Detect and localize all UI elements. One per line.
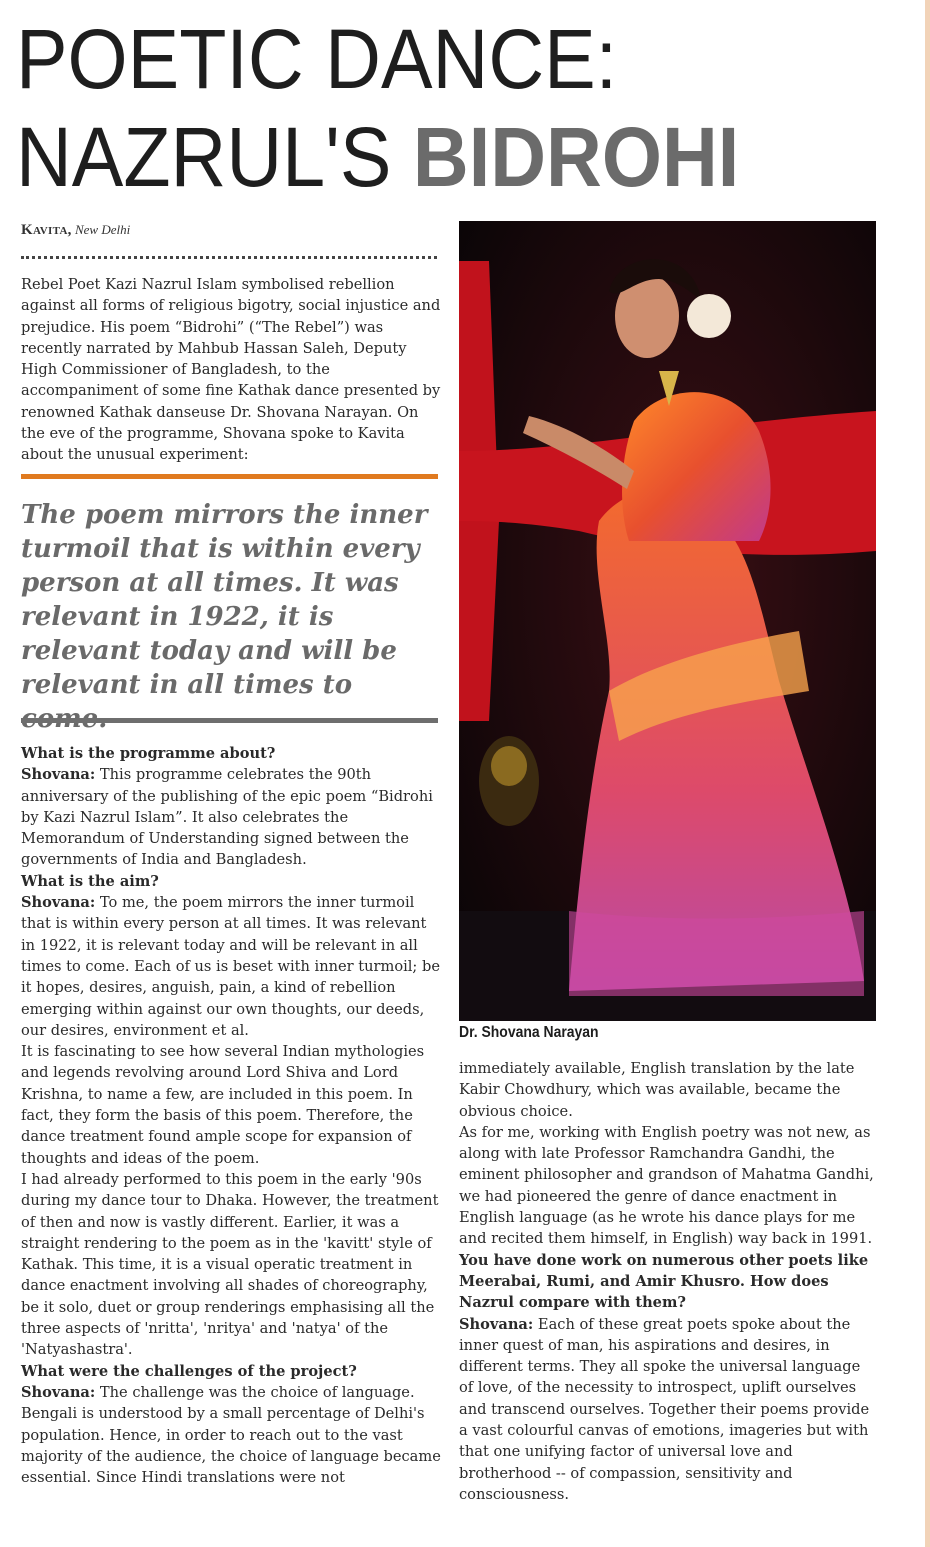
article-column-left <box>21 743 441 1488</box>
pull-quote-bottom-rule <box>21 718 438 723</box>
paragraph: immediately available, English translation by the late Kabir Chowdhury, which was available, became the obvious choice. <box>459 1060 855 1120</box>
pull-quote-top-rule <box>21 474 438 479</box>
question: What were the challenges of the project? <box>21 1362 357 1380</box>
dancer-photo <box>459 221 876 1021</box>
paragraph: I had already performed to this poem in the early '90s during my dance tour to Dhaka. However, the treatment of then and now is vastly different. Earlier, it was a straight rendering to the poem as in the 'kavitt' style of Kathak. This time, it is a visual operatic treatment in dance enactment involving all shades of choreography, be it solo, duet or group renderings emphasising all the three aspects of 'nritta', 'nritya' and 'natya' of the 'Natyashastra'. <box>21 1170 439 1359</box>
answer: Shovana: Each of these great poets spoke about the inner quest of man, his aspirations and desires, in different terms. They all spoke the universal language of love, of the necessity to introspect, uplift ourselves and transcend ourselves. Together their poems provide a vast colourful canvas of emotions, imageries but with that one unifying factor of universal love and brotherhood -- of compassion, sensitivity and consciousness. <box>459 1315 870 1503</box>
question: What is the aim? <box>21 872 159 890</box>
intro-paragraph: Rebel Poet Kazi Nazrul Islam symbolised rebellion against all forms of religious bigotry, social injustice and prejudice. His poem “Bidrohi” (“The Rebel”) was recently narrated by Mahbub Hassan Saleh, Deputy High Commissioner of Bangladesh, to the accompaniment of some fine Kathak dance presented by renowned Kathak danseuse Dr. Shovana Narayan. On the eve of the programme, Shovana spoke to Kavita about the unusual experiment: <box>21 276 441 464</box>
headline-line-2 <box>16 112 739 202</box>
question: What is the programme about? <box>21 745 276 762</box>
speaker-label: Shovana: <box>21 766 96 784</box>
question: You have done work on numerous other poets like Meerabai, Rumi, and Amir Khusro. How does Nazrul compare with them? <box>459 1251 869 1312</box>
paragraph: As for me, working with English poetry was not new, as along with late Professor Ramchandra Gandhi, the eminent philosopher and grandson of Mahatma Gandhi, we had pioneered the genre of dance enactment in English language (as he wrote his dance plays for me and recited them himself, in English) way back in 1991. <box>459 1123 874 1248</box>
speaker-label: Shovana: <box>459 1315 534 1333</box>
headline-emphasis: BIDROHI <box>412 110 740 204</box>
answer: Shovana: This programme celebrates the 90th anniversary of the publishing of the epic poem “Bidrohi by Kazi Nazrul Islam”. It also celebrates the Memorandum of Understanding signed between the governments of India and Bangladesh. <box>21 766 433 869</box>
headline-line-1: POETIC DANCE: <box>16 12 618 106</box>
article-column-right <box>459 1058 879 1505</box>
speaker-label: Shovana: <box>21 894 96 912</box>
pull-quote: The poem mirrors the inner turmoil that is within every person at all times. It was relevant in 1922, it is relevant today and will be relevant in all times to <box>21 500 428 700</box>
byline-location: New Delhi <box>74 222 131 237</box>
speaker-label: Shovana: <box>21 1383 96 1401</box>
dotted-divider <box>21 256 437 259</box>
paragraph: It is fascinating to see how several Indian mythologies and legends revolving around Lord Shiva and Lord Krishna, to name a few, are included in this poem. In fact, they form the basis of this poem. Therefore, the dance treatment found ample scope for expansion of thoughts and ideas of the poem. <box>21 1043 425 1167</box>
byline <box>21 222 130 239</box>
headline-prefix: NAZRUL'S <box>16 110 392 204</box>
page-edge <box>925 0 930 1547</box>
photo-caption: Dr. Shovana Narayan <box>459 1024 599 1041</box>
byline-author: Kavita, <box>21 222 72 238</box>
answer: Shovana: The challenge was the choice of language. Bengali is understood by a small percentage of Delhi's population. Hence, in order to reach out to the vast majority of the audience, the choice of language became essential. Since Hindi translations were not <box>21 1383 441 1487</box>
answer: Shovana: To me, the poem mirrors the inner turmoil that is within every person at all times. It was relevant in 1922, it is relevant today and will be relevant in all times to come. Each of us is beset with inner turmoil; be it hopes, desires, anguish, pain, a kind of rebellion emerging within against our own thoughts, our deeds, our desires, environment et al. <box>21 894 440 1039</box>
